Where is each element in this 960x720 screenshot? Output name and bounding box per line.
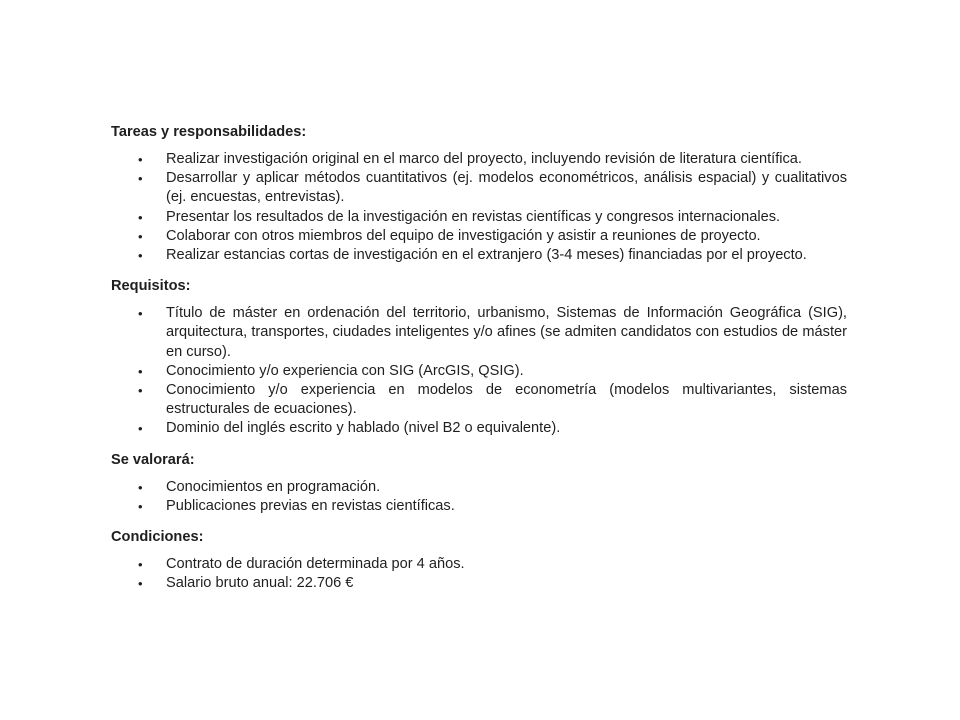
list-item xyxy=(111,246,847,265)
bullet-icon: • xyxy=(138,152,143,167)
bullet-icon: • xyxy=(138,498,143,514)
list-item-text: Presentar los resultados de la investigación en revistas científicas y congresos internacionales. xyxy=(166,208,781,225)
list-item-text: Conocimientos en programación. xyxy=(166,478,381,495)
list-item xyxy=(111,304,847,362)
list-item-text: Conocimiento y/o experiencia con SIG (ArcGIS, QSIG). xyxy=(166,362,524,379)
list-item xyxy=(111,478,847,497)
list-item-text: Contrato de duración determinada por 4 años. xyxy=(166,556,465,573)
list-item xyxy=(111,555,847,574)
list-item xyxy=(111,208,847,227)
bullet-icon: • xyxy=(138,421,143,437)
list-item-text: Salario bruto anual: 22.706 € xyxy=(166,575,354,592)
bullet-icon: • xyxy=(138,363,143,379)
bullet-icon: • xyxy=(138,248,143,264)
list-item xyxy=(111,419,847,438)
list-item-text: Conocimiento y/o experiencia en modelos de econometría (modelos multivariantes, sistemas estructurales de ecuaciones). xyxy=(166,382,847,418)
bullet-icon: • xyxy=(138,228,143,244)
list-item-text: Título de máster en ordenación del territorio, urbanismo, Sistemas de Información Geográfica (SIG), arquitectura, transportes, ciudades inteligentes y/o afines (se admiten candidatos con estudios de máster en curso). xyxy=(166,305,847,360)
bullet-list xyxy=(111,555,847,593)
bullet-list xyxy=(111,304,847,438)
section-tasks xyxy=(111,123,847,265)
bullet-icon: • xyxy=(138,479,143,495)
list-item xyxy=(111,362,847,381)
list-item xyxy=(111,169,847,207)
bullet-icon: • xyxy=(138,576,143,592)
list-item xyxy=(111,227,847,246)
section-requirements xyxy=(111,277,847,438)
list-item xyxy=(111,381,847,419)
list-item-text: Realizar investigación original en el marco del proyecto, incluyendo revisión de literatura científica. xyxy=(166,151,802,167)
section-heading: Se valorará: xyxy=(111,451,195,468)
bullet-list xyxy=(111,478,847,516)
section-valued xyxy=(111,451,847,516)
bullet-icon: • xyxy=(138,171,143,187)
list-item-text: Publicaciones previas en revistas científicas. xyxy=(166,497,455,514)
list-item-text: Dominio del inglés escrito y hablado (nivel B2 o equivalente). xyxy=(166,420,561,437)
section-conditions xyxy=(111,528,847,593)
bullet-icon: • xyxy=(138,557,143,573)
bullet-icon: • xyxy=(138,383,143,399)
document-body xyxy=(111,123,847,593)
list-item xyxy=(111,574,847,593)
bullet-icon: • xyxy=(138,209,143,225)
list-item xyxy=(111,497,847,516)
section-heading: Tareas y responsabilidades: xyxy=(111,124,307,140)
section-heading: Requisitos: xyxy=(111,278,191,295)
section-heading: Condiciones: xyxy=(111,529,204,546)
bullet-icon: • xyxy=(138,306,143,322)
list-item xyxy=(111,150,847,169)
bullet-list xyxy=(111,150,847,265)
list-item-text: Colaborar con otros miembros del equipo de investigación y asistir a reuniones de proyecto. xyxy=(166,227,761,244)
list-item-text: Desarrollar y aplicar métodos cuantitativos (ej. modelos econométricos, análisis espacial) y cualitativos (ej. encuestas, entrevistas). xyxy=(166,170,847,206)
list-item-text: Realizar estancias cortas de investigación en el extranjero (3-4 meses) financiadas por el proyecto. xyxy=(166,247,807,264)
